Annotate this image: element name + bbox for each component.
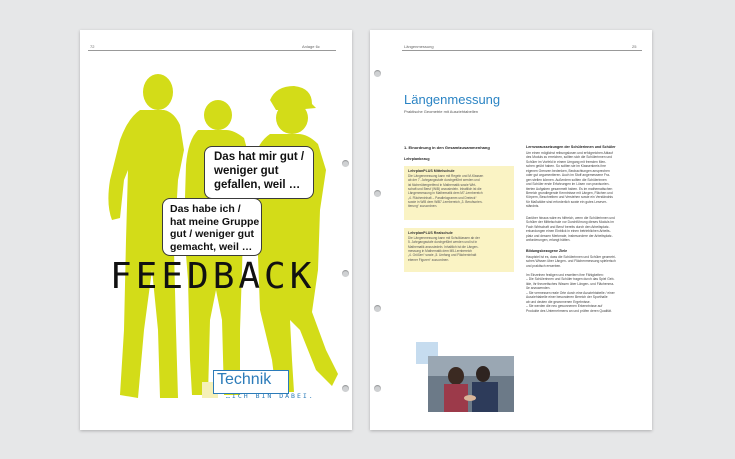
callout-body [404,236,514,262]
text-line: – Sie vermessen reale Orte durch eine Ausziehtabelle / einer [526,290,615,295]
page-number: 72 [90,44,95,49]
right-page [370,30,652,430]
text-line: platz und dessen Merkmale, insbesondere der Arbeitsplatz- [526,233,613,238]
text-line: schen geübt haben. So sollten sie im Klassenkreis ihre [526,164,606,169]
page-subtitle: Praktische Geometrie mit Ausziehtabellen [404,109,479,114]
text-line: ilde, ihr theoretisches Wissen über Längen- und Flächenma- [526,281,615,286]
header-label: Anlage 6c [302,44,320,49]
text-line: sches Wissen über Längen- und Flächenmessung spielerisch [526,259,616,264]
text-line: schaft und Beruf (WiB) anzusiedeln. Inhaltlich ist die [408,186,482,191]
speech-bubble-2 [162,198,262,256]
text-line: Körpern, Beschreiben und Verstehen sowie ein Verständnis [526,195,613,200]
binder-hole [374,305,381,312]
text-line: Um einen möglichst reibungslosen und erfolgreichen Ablauf [526,151,613,155]
text-line: tierten Aufgaben gesammelt haben. Es im mathematischen [526,186,613,191]
column-heading: Bildungsbezogene Ziele [526,249,568,253]
column-paragraph [526,273,644,313]
header-rule [402,50,642,51]
feedback-headline: FEEDBACK [110,256,316,297]
header-title: Längenmessung [404,44,434,49]
column-paragraph [526,151,644,209]
page-title: Längenmessung [404,92,501,107]
text-line: erkundungen einen Einblick in einen betrieblichen Arbeits- [526,229,611,234]
technik-logo-tagline: …ICH BIN DABEI. [226,392,315,400]
text-line: und praktisch erwerben. [526,263,562,268]
binder-hole [374,385,381,392]
text-line: ist fächerübergreifend in Mathematik sowie Wirt- [408,182,477,187]
text-line: Bereich grundlegende Kenntnisse mit Längen, Flächen und [526,190,613,195]
bubble-line: Das habe ich / [170,203,241,215]
text-line: ständnis. [526,204,540,209]
text-line: ße anzuwenden. [526,286,551,291]
text-line: ab und deuten die gewonnenen Ergebnisse. [526,299,591,304]
text-line: Ausziehtabelle einer besonderen Bereich der Sporthalle [526,295,608,300]
text-line: anforderungen, erlangt hätten. [526,238,571,243]
left-page [80,30,352,430]
callout-mittelschule [404,166,514,220]
text-line: für Maßstäbe sind erforderlich sowie ein gutes Lesever- [526,199,608,204]
callout-body [404,174,514,209]
text-line: eigenen Grenzen bedenken, Beobachtungen ansprechen [526,168,610,173]
text-line: Im Einzelnen festigen und erweitern ihre Fähigkeiten: [526,273,604,277]
text-line: Die Längenmessung kann mit Regeln und M-Klassen [408,174,484,178]
text-line: oder gut argumentieren. Auch im Stoff angemessene Fra- [526,173,611,178]
technik-logo-text: Technik [217,371,272,388]
subsection-heading: Lehrplanbezug [404,157,430,161]
text-line: Fach Wirtschaft und Beruf bereits durch den Arbeitsplatz- [526,224,610,229]
text-line: messung in Mathematik dem M5-Lernbereich [408,248,472,253]
bubble-line: gut / weniger gut [170,228,254,241]
bubble-line: gemacht, weil … [170,240,253,253]
students-photo [428,356,514,412]
text-line: Mathematik anzusiedeln. Inhaltlich ist die Längen- [408,244,479,249]
text-line: und Schüler erste Erfahrungen im Lösen von praxisorien- [526,182,610,187]
callout-title: LehrplanPLUS Mittelschule [408,169,455,173]
text-line: sowie in WiB dem WiB7-Lernbereich „3. Berufsorien- [408,199,483,204]
text-line: Hauptziel ist es, dass die Schülerinnen und Schüler geometri- [526,255,616,259]
text-line: Schüler der Mittelschule vor Durchführung dieses Moduls im [526,220,614,225]
text-line: des Moduls zu erreichen, sollten sich die Schülerinnen und [526,155,612,160]
text-line: „4. Flächeninhalt – Parallelogramm und Dreieck“ [408,195,477,200]
text-line: – Die Schülerinnen und Schüler tragen durch das Spiel Geb- [526,277,615,282]
callout-title: LehrplanPLUS Realschule [408,231,453,235]
text-line: Längenmessung in Mathematik dem M7-Lernbereich [408,191,483,196]
page-number: 25 [632,44,637,49]
text-line: Produkte des Unternehmens an und prüfen deren Qualität. [526,308,612,313]
text-line: „4. Größen“ sowie „5. Umfang und Flächeninhalt [408,253,477,258]
text-line: Die Längenmessung kann mit Schulklassen ab der [408,236,480,240]
bubble-line: weniger gut [214,164,279,177]
text-line: tierung“ zuzuordnen. [408,204,438,209]
text-line: – Sie werden die neu gewonnenen Erkenntnisse auf [526,304,603,309]
binder-hole [374,70,381,77]
column-paragraph [526,216,644,243]
text-line: Schüler im Vorfeld in einem Umgang mit fremden Men- [526,159,607,164]
binder-hole [374,190,381,197]
speech-bubble-1 [204,146,314,199]
callout-realschule [404,228,514,272]
text-line: 5. Jahrgangsstufe durchgeführt werden und ist in [408,240,478,245]
section-heading: 1. Einordnung in den Gesamtzusammenhang [404,145,490,150]
bubble-line: gefallen, weil … [214,178,301,191]
column-heading: Lernvoraussetzungen der Schülerinnen und Schüler [526,145,616,149]
text-line: gen stellen können. Außerdem sollten die Schülerinnen [526,177,607,182]
column-paragraph [526,255,644,268]
bubble-line: Das hat mir gut / [214,151,305,163]
bubble-line: hat meine Gruppe [170,215,260,228]
text-line: Darüber hinaus wäre es hilfreich, wenn die Schülerinnen und [526,216,615,220]
text-line: ebener Figuren“ zuzuordnen. [408,257,450,262]
text-line: ab der 7. Jahrgangsstufe durchgeführt werden und [408,178,480,183]
